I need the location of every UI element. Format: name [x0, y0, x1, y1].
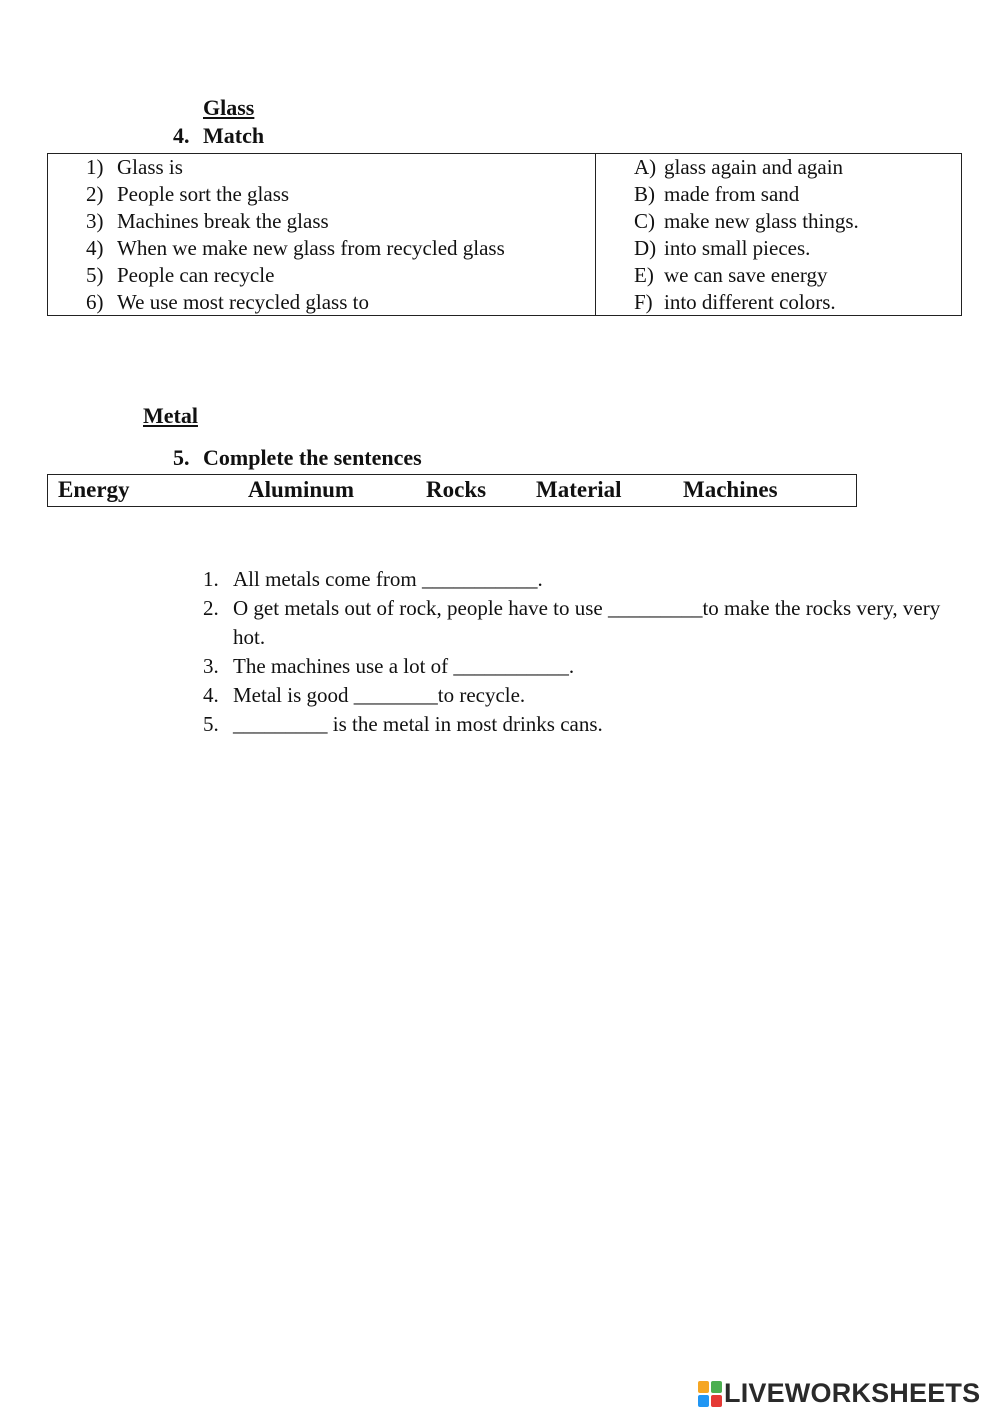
question-title: Match — [203, 123, 265, 148]
question-number: 4. — [173, 123, 190, 148]
word-bank-item: Aluminum — [248, 477, 355, 502]
sentence-number: 1. — [203, 567, 219, 591]
item-text: into small pieces. — [664, 236, 811, 260]
item-text: we can save energy — [664, 263, 828, 287]
item-number: 1) — [86, 155, 104, 179]
item-number: 5) — [86, 263, 104, 287]
match-left-column — [86, 154, 505, 316]
sentence-item — [203, 652, 963, 681]
match-right-item — [634, 154, 859, 181]
item-text: glass again and again — [664, 155, 844, 179]
match-table — [47, 153, 962, 316]
item-number: 4) — [86, 236, 104, 260]
item-number: 6) — [86, 290, 104, 314]
sentence-number: 2. — [203, 596, 219, 620]
item-text: People can recycle — [117, 263, 275, 287]
match-left-item — [86, 262, 505, 289]
match-left-item — [86, 208, 505, 235]
item-text: made from sand — [664, 182, 800, 206]
match-question-title — [173, 123, 264, 149]
item-text: People sort the glass — [117, 182, 290, 206]
sentence-text: The machines use a lot of ___________. — [233, 654, 575, 678]
match-right-item — [634, 289, 859, 316]
item-text: We use most recycled glass to — [117, 290, 369, 314]
word-bank-item: Rocks — [426, 477, 487, 502]
logo-square — [698, 1395, 709, 1407]
item-text: When we make new glass from recycled glass — [117, 236, 505, 260]
item-text: Glass is — [117, 155, 183, 179]
metal-heading: Metal — [143, 403, 198, 428]
item-text: Machines break the glass — [117, 209, 329, 233]
sentence-number: 4. — [203, 683, 219, 707]
sentence-item — [203, 710, 963, 739]
sentence-text: Metal is good ________to recycle. — [233, 683, 526, 707]
sentence-text: All metals come from ___________. — [233, 567, 543, 591]
complete-question-title — [173, 445, 422, 471]
match-right-item — [634, 181, 859, 208]
logo-square — [711, 1395, 722, 1407]
sentence-number: 3. — [203, 654, 219, 678]
match-right-item — [634, 208, 859, 235]
item-letter: E) — [634, 263, 654, 287]
match-left-item — [86, 235, 505, 262]
match-right-item — [634, 235, 859, 262]
glass-heading: Glass — [203, 95, 255, 120]
item-letter: B) — [634, 182, 655, 206]
liveworksheets-logo-icon — [698, 1381, 722, 1407]
item-text: into different colors. — [664, 290, 836, 314]
match-left-item — [86, 154, 505, 181]
item-text: make new glass things. — [664, 209, 859, 233]
sentence-list — [203, 565, 963, 739]
sentence-text: _________ is the metal in most drinks cans. — [233, 712, 603, 736]
word-bank-item: Energy — [58, 477, 130, 502]
sentence-item — [203, 594, 963, 652]
sentence-text: O get metals out of rock, people have to use _________to make the rocks very, very hot. — [233, 596, 941, 649]
table-divider — [595, 154, 596, 315]
match-left-item — [86, 181, 505, 208]
item-letter: D) — [634, 236, 657, 260]
item-letter: C) — [634, 209, 655, 233]
sentence-number: 5. — [203, 712, 219, 736]
question-title: Complete the sentences — [203, 445, 422, 470]
liveworksheets-logo[interactable] — [698, 1378, 980, 1409]
match-left-item — [86, 289, 505, 316]
word-bank-item: Material — [536, 477, 622, 502]
sentence-item — [203, 681, 963, 710]
item-letter: F) — [634, 290, 653, 314]
item-number: 2) — [86, 182, 104, 206]
item-number: 3) — [86, 209, 104, 233]
word-bank-item: Machines — [683, 477, 778, 502]
word-bank — [47, 474, 857, 507]
logo-square — [698, 1381, 709, 1393]
logo-square — [711, 1381, 722, 1393]
sentence-item — [203, 565, 963, 594]
question-number: 5. — [173, 445, 190, 470]
logo-text: LIVEWORKSHEETS — [724, 1378, 981, 1408]
match-right-item — [634, 262, 859, 289]
match-right-column — [634, 154, 859, 316]
item-letter: A) — [634, 155, 657, 179]
